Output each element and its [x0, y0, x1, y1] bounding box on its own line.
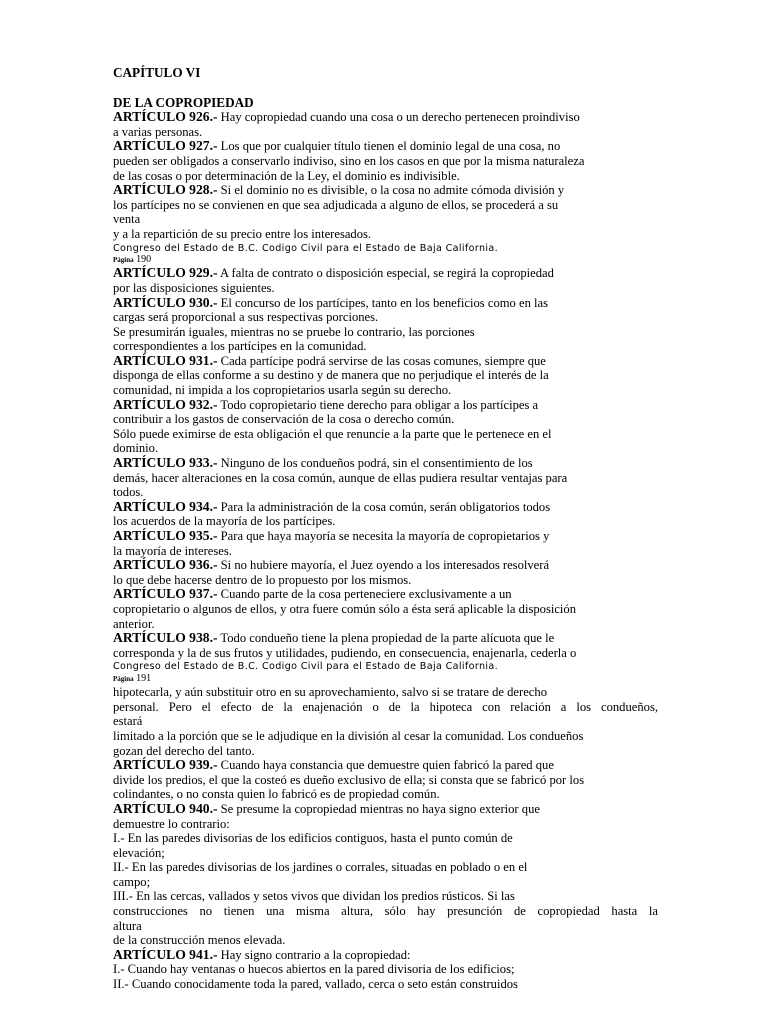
page-number-value: 191 — [136, 673, 152, 685]
article-928-text: Si el dominio no es divisible, o la cosa no admite cómoda división y — [217, 183, 565, 198]
article-927-line — [113, 139, 658, 154]
text-line: I.- En las paredes divisorias de los edificios contiguos, hasta el punto común de — [113, 831, 513, 846]
article-938-label: ARTÍCULO 938.- — [113, 630, 218, 646]
text-line: comunidad, ni impida a los copropietarios usarla según su derecho. — [113, 383, 452, 398]
article-940-text: Se presume la copropiedad mientras no haya signo exterior que — [217, 801, 540, 816]
text-line: todos. — [113, 485, 144, 500]
text-line: a varias personas. — [113, 124, 203, 139]
article-941-text: Hay signo contrario a la copropiedad: — [217, 947, 411, 962]
article-936-text: Si no hubiere mayoría, el Juez oyendo a los interesados resolverá — [217, 558, 550, 573]
article-938-line — [113, 631, 658, 646]
article-929-line — [113, 266, 658, 281]
text-line: correspondientes a los partícipes en la comunidad. — [113, 339, 367, 354]
page-number-value: 190 — [136, 254, 152, 266]
article-931-text: Cada partícipe podrá servirse de las cosas comunes, siempre que — [217, 353, 546, 368]
text-line: los partícipes no se convienen en que sea adjudicada a alguno de ellos, se procederá a su — [113, 197, 559, 212]
article-941-label: ARTÍCULO 941.- — [113, 946, 218, 962]
article-932-line — [113, 398, 658, 413]
article-932-label: ARTÍCULO 932.- — [113, 396, 218, 412]
article-933-label: ARTÍCULO 933.- — [113, 455, 218, 471]
page-number-label: Página — [113, 256, 134, 265]
page-footer: Congreso del Estado de B.C. Codigo Civil para el Estado de Baja California. — [113, 661, 499, 673]
article-930-line — [113, 296, 658, 311]
text-line: II.- Cuando conocidamente toda la pared, vallado, cerca o seto están construidos — [113, 977, 518, 992]
text-line: y a la repartición de su precio entre los interesados. — [113, 226, 372, 241]
text-line: altura — [113, 918, 142, 933]
article-930-text: El concurso de los partícipes, tanto en los beneficios como en las — [217, 295, 549, 310]
text-line: III.- En las cercas, vallados y setos vivos que dividan los predios rústicos. Si las — [113, 889, 515, 904]
article-934-text: Para la administración de la cosa común, serán obligatorios todos — [217, 499, 551, 514]
text-line: campo; — [113, 874, 151, 889]
article-935-line — [113, 529, 658, 544]
article-933-text: Ninguno de los condueños podrá, sin el consentimiento de los — [217, 456, 533, 471]
article-929-text: A falta de contrato o disposición especial, se regirá la copropiedad — [217, 266, 554, 281]
text-line: venta — [113, 212, 141, 227]
article-940-label: ARTÍCULO 940.- — [113, 800, 218, 816]
article-935-text: Para que haya mayoría se necesita la mayoría de copropietarios y — [217, 529, 550, 544]
text-line: copropietario o algunos de ellos, y otra fuere común sólo a ésta será aplicable la disposición — [113, 601, 577, 616]
article-927-text: Los que por cualquier título tienen el dominio legal de una cosa, no — [217, 139, 561, 154]
article-928-label: ARTÍCULO 928.- — [113, 182, 218, 198]
text-line: II.- En las paredes divisorias de los jardines o corrales, situadas en poblado o en el — [113, 860, 528, 875]
chapter-title: CAPÍTULO VI — [113, 65, 201, 80]
page-footer: Congreso del Estado de B.C. Codigo Civil para el Estado de Baja California. — [113, 242, 499, 254]
text-line: por las disposiciones siguientes. — [113, 280, 275, 295]
article-936-line — [113, 558, 658, 573]
article-926-line — [113, 110, 658, 125]
page-number — [113, 673, 658, 685]
article-939-label: ARTÍCULO 939.- — [113, 757, 218, 773]
text-line: demás, hacer alteraciones en la cosa común, aunque de ellas pudiera resultar ventajas para — [113, 470, 568, 485]
text-line: de la construcción menos elevada. — [113, 933, 286, 948]
page-number-label: Página — [113, 675, 134, 684]
section-title: DE LA COPROPIEDAD — [113, 94, 254, 110]
text-line: los acuerdos de la mayoría de los partícipes. — [113, 514, 336, 529]
text-line: disponga de ellas conforme a su destino y de manera que no perjudique el interés de la — [113, 368, 549, 383]
text-line: la mayoría de intereses. — [113, 543, 232, 558]
text-line: gozan del derecho del tanto. — [113, 743, 255, 758]
text-line: estará — [113, 714, 143, 729]
text-line: Sólo puede eximirse de esta obligación el que renuncie a la parte que le pertenece en el — [113, 426, 552, 441]
article-931-label: ARTÍCULO 931.- — [113, 352, 218, 368]
article-937-line — [113, 587, 658, 602]
text-line: hipotecarla, y aún substituir otro en su aprovechamiento, salvo si se tratare de derecho — [113, 685, 547, 700]
article-939-text: Cuando haya constancia que demuestre quien fabricó la pared que — [217, 758, 554, 773]
text-line: contribuir a los gastos de conservación de la cosa o derecho común. — [113, 412, 455, 427]
article-932-text: Todo copropietario tiene derecho para obligar a los partícipes a — [217, 397, 539, 412]
article-929-label: ARTÍCULO 929.- — [113, 265, 218, 281]
article-937-label: ARTÍCULO 937.- — [113, 586, 218, 602]
text-line: corresponda y la de sus frutos y utilidades, pudiendo, en consecuencia, enajenarla, cederla o — [113, 645, 577, 660]
text-line: Se presumirán iguales, mientras no se pruebe lo contrario, las porciones — [113, 324, 475, 339]
text-line-justified: construcciones no tienen una misma altura, sólo hay presunción de copropiedad hasta la — [113, 904, 658, 919]
article-928-line — [113, 183, 658, 198]
text-line: dominio. — [113, 441, 159, 456]
article-936-label: ARTÍCULO 936.- — [113, 557, 218, 573]
article-937-text: Cuando parte de la cosa perteneciere exclusivamente a un — [217, 587, 512, 602]
article-926-text: Hay copropiedad cuando una cosa o un derecho pertenecen proindiviso — [217, 110, 580, 125]
text-line: colindantes, o no consta quien lo fabricó es de propiedad común. — [113, 787, 440, 802]
text-line: anterior. — [113, 616, 155, 631]
article-938-text: Todo condueño tiene la plena propiedad de la parte alícuota que le — [217, 631, 555, 646]
article-931-line — [113, 354, 658, 369]
text-line: elevación; — [113, 845, 165, 860]
text-line: limitado a la porción que se le adjudique en la división al cesar la comunidad. Los condueños — [113, 728, 584, 743]
article-935-label: ARTÍCULO 935.- — [113, 528, 218, 544]
article-926-label: ARTÍCULO 926.- — [113, 109, 218, 125]
text-line: cargas será proporcional a sus respectivas porciones. — [113, 310, 379, 325]
article-940-line — [113, 802, 658, 817]
article-933-line — [113, 456, 658, 471]
text-line: lo que debe hacerse dentro de lo propuesto por los mismos. — [113, 572, 412, 587]
article-934-line — [113, 500, 658, 515]
article-941-line — [113, 948, 658, 963]
text-line-justified: personal. Pero el efecto de la enajenación o de la hipoteca con relación a los condueños, — [113, 699, 658, 714]
article-930-label: ARTÍCULO 930.- — [113, 294, 218, 310]
text-line: demuestre lo contrario: — [113, 816, 230, 831]
text-line: pueden ser obligados a conservarlo indiviso, sino en los casos en que por la misma naturaleza — [113, 153, 585, 168]
article-934-label: ARTÍCULO 934.- — [113, 498, 218, 514]
article-927-label: ARTÍCULO 927.- — [113, 138, 218, 154]
text-line: divide los predios, el que la costeó es dueño exclusivo de ella; si consta que se fabricó por los — [113, 772, 585, 787]
text-line: de las cosas o por determinación de la Ley, el dominio es indivisible. — [113, 168, 460, 183]
text-line: I.- Cuando hay ventanas o huecos abiertos en la pared divisoria de los edificios; — [113, 962, 515, 977]
article-939-line — [113, 758, 658, 773]
